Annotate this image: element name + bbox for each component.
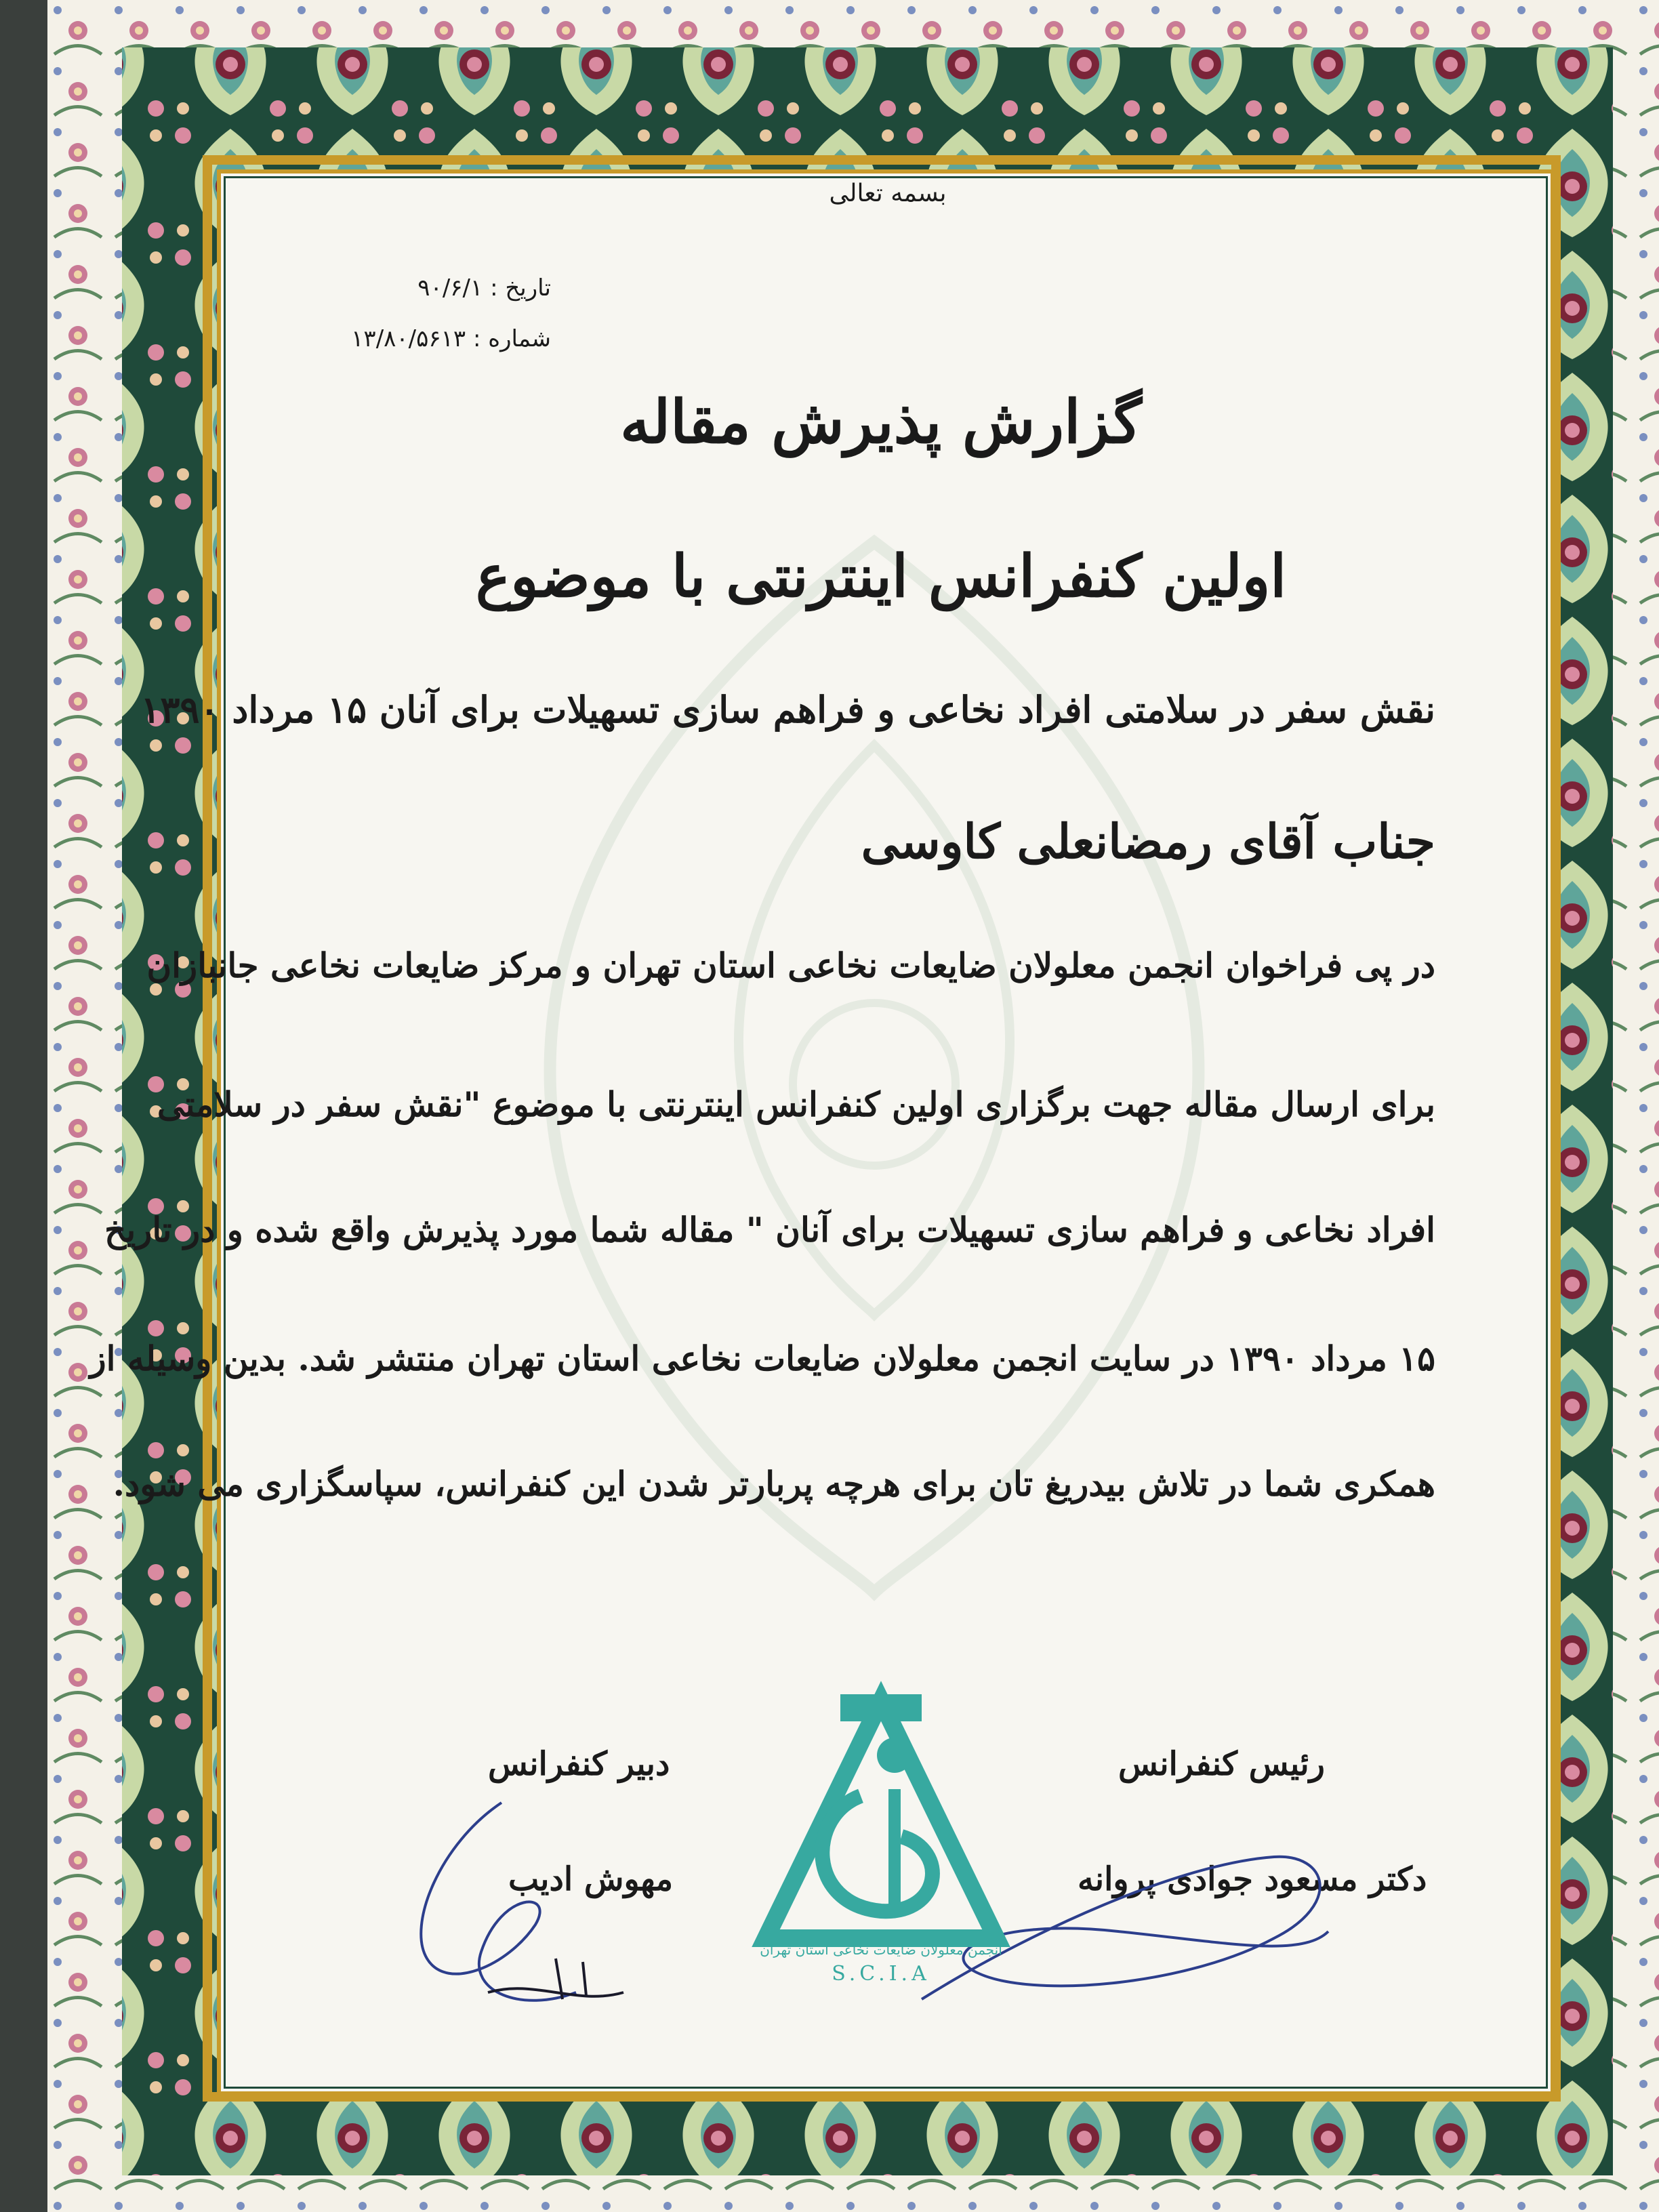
conference-title: اولین کنفرانس اینترنتی با موضوع xyxy=(475,542,1287,611)
background-floral-watermark xyxy=(264,407,1498,1898)
secretary-signature xyxy=(400,1789,684,2033)
conference-topic: نقش سفر در سلامتی افراد نخاعی و فراهم سازی تسهیلات برای آنان ۱۵ مرداد ۱۳۹۰ xyxy=(140,688,1435,731)
body-line-4: ۱۵ مرداد ۱۳۹۰ در سایت انجمن معلولان ضایعات نخاعی استان تهران منتشر شد. بدین وسیله از xyxy=(89,1338,1435,1378)
date-line: تاریخ : ۹۰/۶/۱ xyxy=(417,274,551,302)
logo-acronym: S.C.I.A xyxy=(832,1962,930,1986)
body-line-5: همکری شما در تلاش بیدریغ تان برای هرچه پربارتر شدن این کنفرانس، سپاسگزاری می شود. xyxy=(112,1464,1435,1504)
secretary-role: دبیر کنفرانس xyxy=(488,1745,670,1783)
recipient-name: جناب آقای رمضانعلی کاوسی xyxy=(861,813,1435,869)
body-line-1: در پی فراخوان انجمن معلولان ضایعات نخاعی استان تهران و مرکز ضایعات نخاعی جانبازان xyxy=(146,945,1435,985)
body-line-2: برای ارسال مقاله جهت برگزاری اولین کنفرانس اینترنتی با موضوع "نقش سفر در سلامتی xyxy=(157,1084,1435,1124)
president-name: دکتر مسعود جوادی پروانه xyxy=(1078,1860,1427,1898)
president-role: رئیس کنفرانس xyxy=(1118,1745,1325,1783)
secretary-name: مهوش ادیب xyxy=(508,1860,674,1898)
logo-caption: انجمن معلولان ضایعات نخاعی استان تهران xyxy=(760,1942,1002,1958)
invocation-text: بسمه تعالی xyxy=(829,180,947,207)
certificate-title: گزارش پذیرش مقاله xyxy=(620,386,1142,457)
certificate-sheet xyxy=(47,0,1659,2212)
number-line: شماره : ۱۳/۸۰/۵۶۱۳ xyxy=(351,325,551,352)
body-line-3: افراد نخاعی و فراهم سازی تسهیلات برای آنان " مقاله شما مورد پذیرش واقع شده و در تاریخ xyxy=(104,1210,1435,1250)
